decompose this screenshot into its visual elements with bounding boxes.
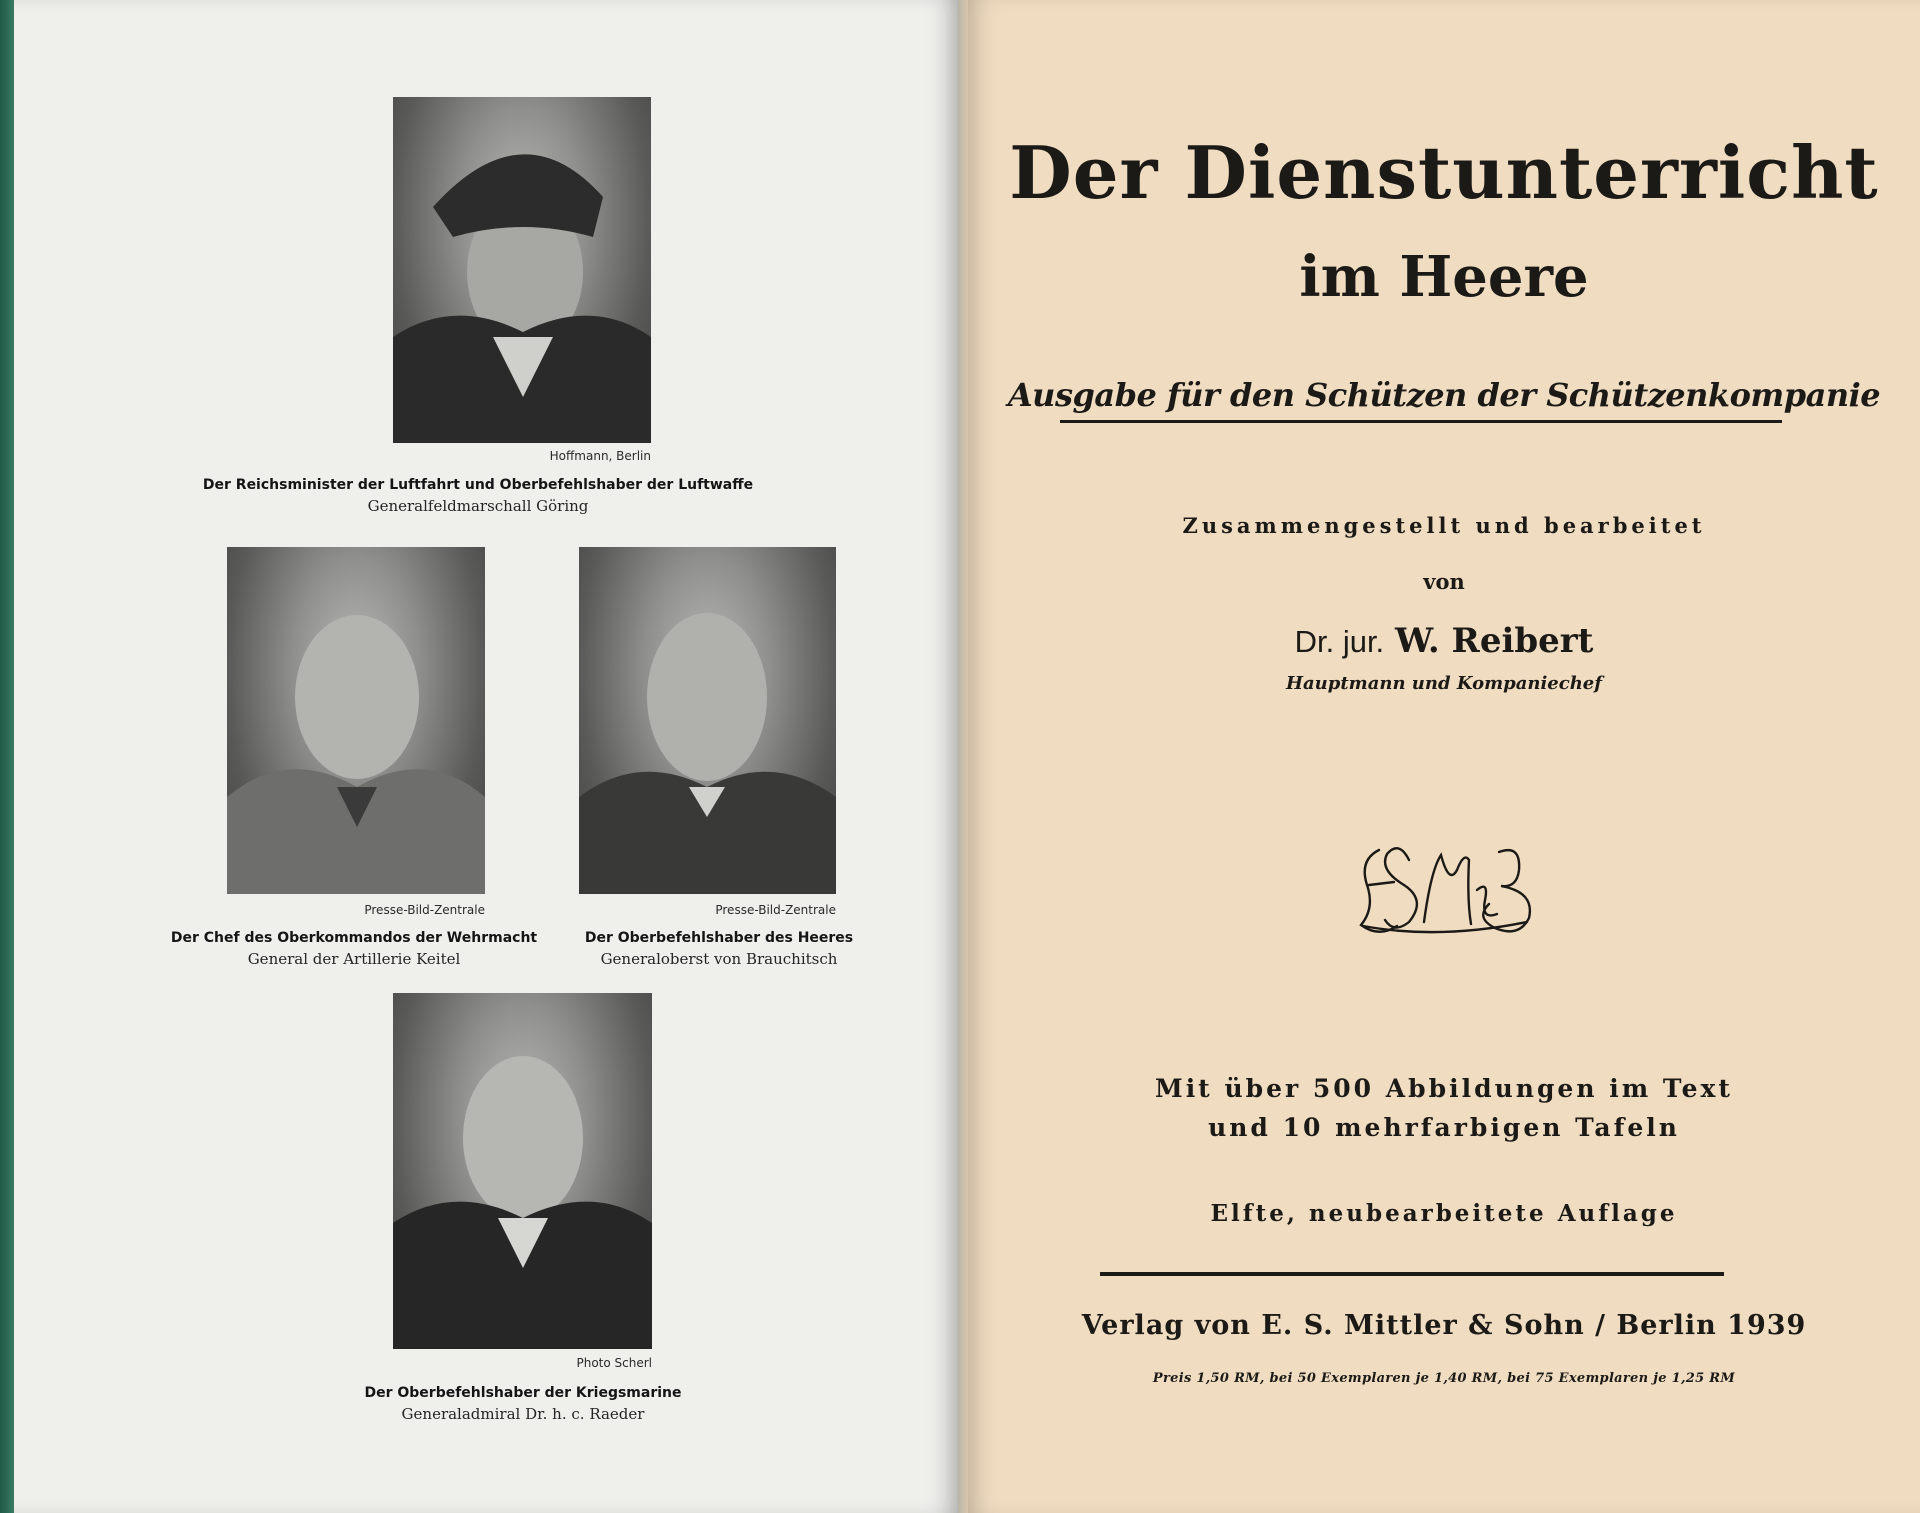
portrait-caption-name: Generalfeldmarschall Göring	[367, 497, 589, 515]
portrait-caption-title: Der Reichsminister der Luftfahrt und Oberbefehlshaber der Luftwaffe	[202, 477, 754, 493]
author-prefix: Dr. jur.	[1294, 624, 1385, 659]
portrait-photo-goering	[393, 97, 651, 443]
subtitle-underline	[1060, 420, 1782, 423]
publisher-rule	[1100, 1272, 1724, 1276]
right-page-title	[968, 0, 1920, 1513]
left-page-portraits	[14, 0, 958, 1513]
portrait-caption-title: Der Chef des Oberkommandos der Wehrmacht	[170, 930, 538, 946]
book-title: Der Dienstunterricht	[1009, 130, 1879, 215]
portrait-caption-name: General der Artillerie Keitel	[247, 950, 461, 968]
cover-edge	[0, 0, 14, 1513]
publisher-line: Verlag von E. S. Mittler & Sohn / Berlin 1939	[1081, 1310, 1807, 1341]
book-subtitle: Ausgabe für den Schützen der Schützenkompanie	[1007, 376, 1881, 414]
photo-credit: Presse-Bild-Zentrale	[715, 903, 836, 917]
portrait-caption-name: Generaladmiral Dr. h. c. Raeder	[401, 1405, 645, 1423]
book-gutter	[958, 0, 968, 1513]
portrait-caption-name: Generaloberst von Brauchitsch	[600, 950, 838, 968]
author-name: W. Reibert	[1395, 621, 1594, 661]
photo-credit: Photo Scherl	[576, 1356, 652, 1370]
price-line: Preis 1,50 RM, bei 50 Exemplaren je 1,40 RM, bei 75 Exemplaren je 1,25 RM	[1152, 1371, 1736, 1386]
by-line: von	[1423, 569, 1465, 594]
publisher-monogram-icon	[1349, 830, 1539, 944]
portrait-photo-keitel	[227, 547, 485, 894]
portrait-photo-brauchitsch	[579, 547, 836, 894]
illustrations-line-2: und 10 mehrfarbigen Tafeln	[1208, 1113, 1680, 1142]
portrait-caption-title: Der Oberbefehlshaber der Kriegsmarine	[364, 1385, 682, 1401]
portrait-photo-raeder	[393, 993, 652, 1349]
photo-credit: Presse-Bild-Zentrale	[364, 903, 485, 917]
author-line	[968, 621, 1920, 661]
book-title-line2: im Heere	[1299, 244, 1589, 310]
compiled-line: Zusammengestellt und bearbeitet	[1182, 513, 1706, 538]
edition-line: Elfte, neubearbeitete Auflage	[1210, 1200, 1678, 1227]
author-rank: Hauptmann und Kompaniechef	[1285, 673, 1602, 694]
illustrations-line-1: Mit über 500 Abbildungen im Text	[1155, 1074, 1733, 1103]
portrait-caption-title: Der Oberbefehlshaber des Heeres	[584, 930, 854, 946]
photo-credit: Hoffmann, Berlin	[549, 449, 651, 463]
